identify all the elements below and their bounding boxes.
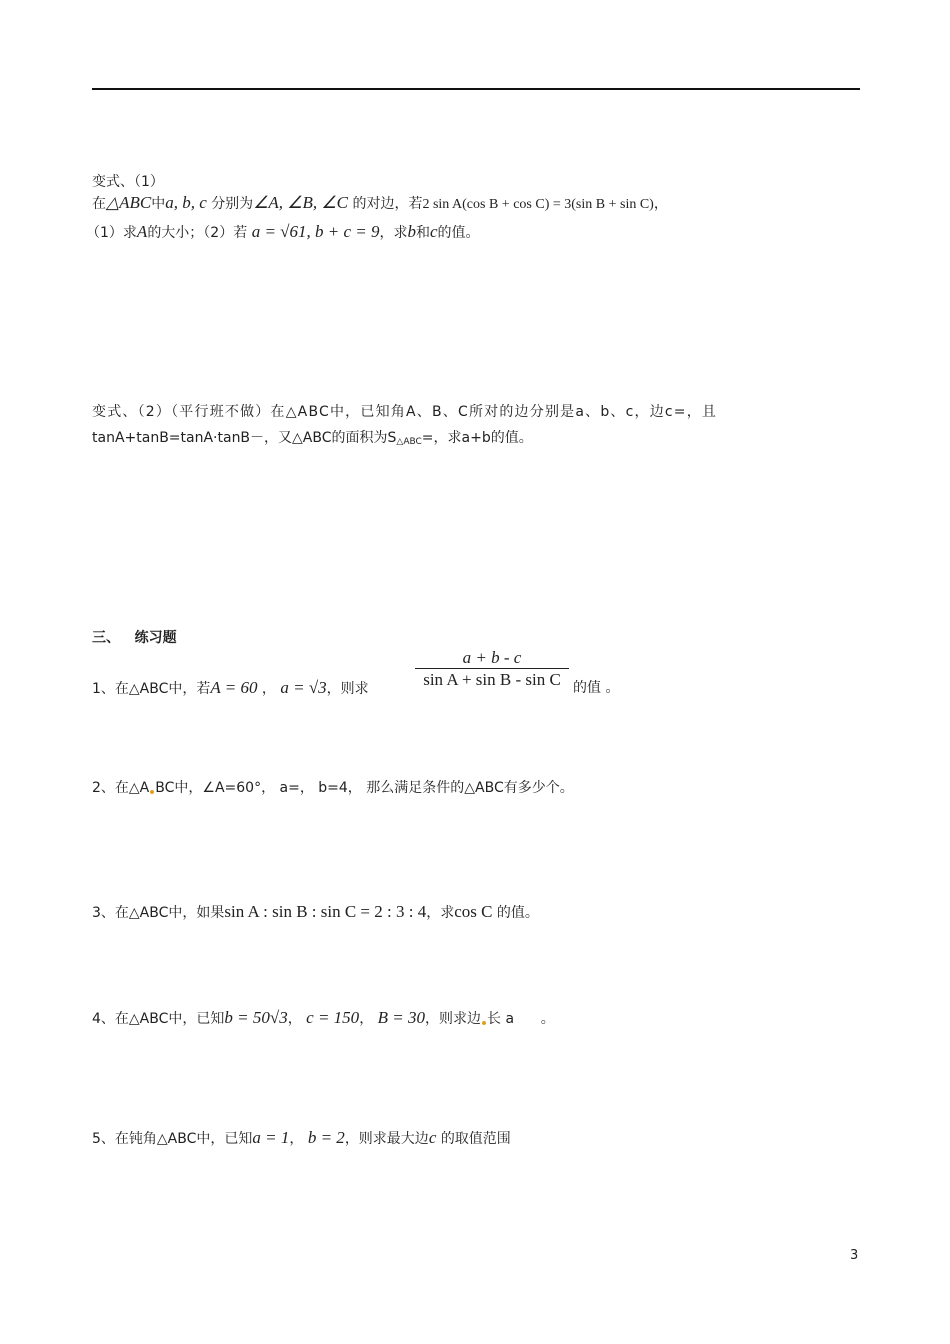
cos-C: cos C xyxy=(454,902,493,921)
text: =，求a+b的值。 xyxy=(421,430,533,446)
problem-2 xyxy=(92,778,574,798)
text: 1、在△ABC中，若 xyxy=(92,681,211,697)
equation: a = √3 xyxy=(280,678,327,697)
condition-equation: 2 sin A(cos B + cos C) = 3(sin B + sin C) xyxy=(422,197,654,212)
text: ， xyxy=(653,196,668,212)
problem-5 xyxy=(92,1128,511,1149)
text: 分别为 xyxy=(211,196,254,212)
area-subscript: △ABC xyxy=(396,437,422,447)
side-variables: a, b, c xyxy=(165,193,207,212)
text: 的对边，若 xyxy=(352,196,423,212)
fraction-numerator: a + b - c xyxy=(462,648,522,667)
text: ，则求边 xyxy=(425,1011,481,1027)
section-title-text: 三、 练习题 xyxy=(92,630,177,646)
variant1-label xyxy=(92,172,164,192)
text: 的值。 xyxy=(496,905,539,921)
marker-dot xyxy=(150,790,154,794)
var-b: b xyxy=(407,222,416,241)
header-rule xyxy=(92,88,860,90)
angle-variables: ∠A, ∠B, ∠C xyxy=(253,193,349,212)
text: 变式、（2）（平行班不做）在△ABC中，已知角A、B、C所对的边分别是a、b、c，边c=，且 xyxy=(92,404,718,420)
section-title xyxy=(92,628,177,648)
text: ，则求最大边 xyxy=(344,1131,429,1147)
text: 的取值范围 xyxy=(440,1131,511,1147)
problem-3 xyxy=(92,902,539,923)
variant2-line2 xyxy=(92,428,533,452)
text: 的值。 xyxy=(437,225,480,241)
var-A: A xyxy=(136,222,148,241)
variant1-label-text: 变式、（1） xyxy=(92,174,164,190)
text: 和 xyxy=(415,225,430,241)
problem-1-fraction xyxy=(415,648,569,691)
text: 3、在△ABC中，如果 xyxy=(92,905,225,921)
fraction-denominator: sin A + sin B - sin C xyxy=(423,670,561,689)
var-c: c xyxy=(428,1128,437,1147)
equation: B = 30 xyxy=(377,1008,425,1027)
text: tanA+tanB=tanA·tanB－，又△ABC的面积为S xyxy=(92,430,397,446)
text: ， xyxy=(287,1011,302,1027)
text: ， xyxy=(359,1011,374,1027)
text: 的大小；（2）若 xyxy=(147,225,248,241)
text: 5、在钝角△ABC中，已知 xyxy=(92,1131,253,1147)
given-equation: a = √61, b + c = 9 xyxy=(251,222,380,241)
text: ， xyxy=(289,1131,304,1147)
text: 在 xyxy=(92,196,106,212)
equation: c = 150 xyxy=(306,1008,360,1027)
equation: a = 1 xyxy=(252,1128,290,1147)
page-number: 3 xyxy=(850,1248,859,1263)
variant1-questions xyxy=(86,222,480,243)
var-c: c xyxy=(429,222,438,241)
problem-1 xyxy=(92,678,369,699)
equation: A = 60 xyxy=(210,678,258,697)
text: 4、在△ABC中，已知 xyxy=(92,1011,225,1027)
text: ，则求 xyxy=(326,681,369,697)
text: （1）求 xyxy=(86,225,137,241)
equation: b = 2 xyxy=(307,1128,345,1147)
variant2-line1 xyxy=(92,402,717,422)
text: 中 xyxy=(151,196,166,212)
equation: b = 50√3 xyxy=(224,1008,288,1027)
problem-1-tail xyxy=(573,678,619,698)
marker-dot xyxy=(482,1021,486,1025)
triangle-symbol: △ABC xyxy=(106,193,152,212)
ratio-equation: sin A : sin B : sin C = 2 : 3 : 4 xyxy=(224,902,427,921)
problem-4 xyxy=(92,1008,555,1029)
text: 的值 。 xyxy=(573,680,620,696)
text: ，求 xyxy=(379,225,408,241)
text: 长 a 。 xyxy=(487,1011,555,1027)
text: 2、在△A xyxy=(92,780,150,796)
text: BC中，∠A=60°， a=， b=4， 那么满足条件的△ABC有多少个。 xyxy=(155,780,574,796)
text: ， xyxy=(261,681,276,697)
variant1-statement xyxy=(92,193,668,215)
text: ，求 xyxy=(426,905,455,921)
